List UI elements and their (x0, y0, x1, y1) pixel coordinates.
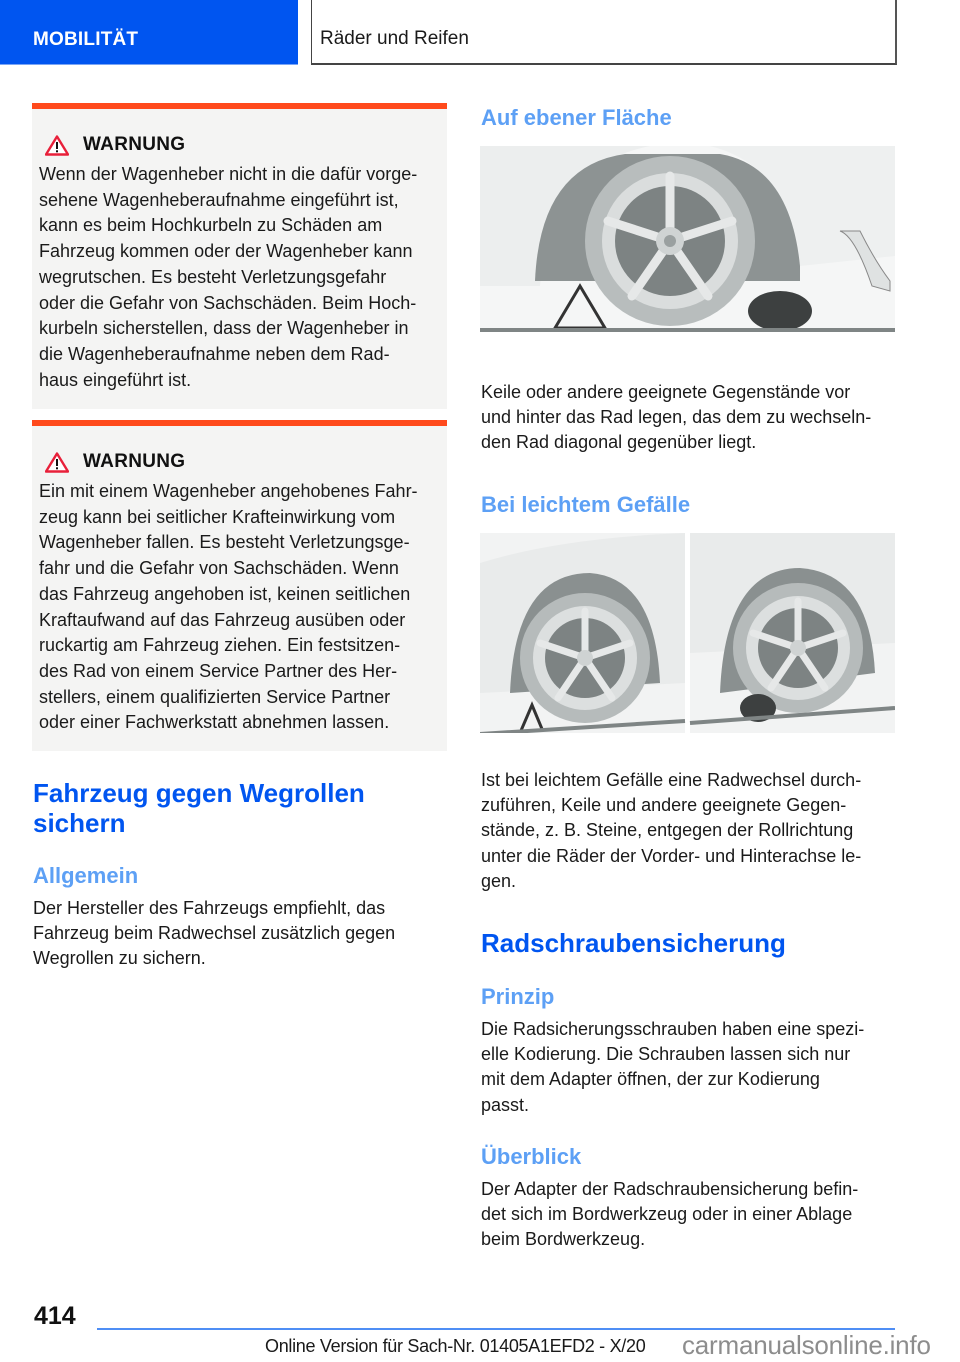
text-line: Keile oder andere geeignete Gegenstände vor (481, 382, 851, 402)
text-line: elle Kodierung. Die Schrauben lassen sich nur (481, 1044, 851, 1065)
paragraph-overview (481, 1177, 858, 1253)
figure-slope (480, 533, 895, 733)
warning-text (39, 162, 437, 393)
text-line: und hinter das Rad legen, das dem zu wechseln- (481, 407, 872, 428)
text-line: Fahrzeug beim Radwechsel zusätzlich gegen (33, 923, 396, 944)
text-line: fahr und die Gefahr von Sachschäden. Wenn (39, 558, 399, 579)
paragraph-flat (481, 380, 871, 456)
subsection-title-slope: Bei leichtem Gefälle (481, 492, 691, 517)
text-line: Ein mit einem Wagenheber angehobenes Fahr- (39, 481, 418, 501)
paragraph-allgemein (33, 896, 395, 972)
text-line: wegrutschen. Es besteht Verletzungsgefahr (39, 266, 387, 287)
text-line: det sich im Bordwerkzeug oder in einer Ablage (481, 1204, 853, 1225)
subsection-title-principle: Prinzip (481, 984, 555, 1009)
subsection-title-overview: Überblick (481, 1144, 582, 1169)
wheel-slope-illustration (480, 533, 895, 733)
warning-bar (32, 420, 447, 426)
warning-title: WARNUNG (83, 451, 186, 472)
figure-flat-surface (480, 146, 895, 332)
text-line: des Rad von einem Service Partner des Her- (39, 660, 398, 681)
text-line: Der Hersteller des Fahrzeugs empfiehlt, das (33, 898, 386, 918)
text-line: stände, z. B. Steine, entgegen der Rollrichtung (481, 820, 854, 841)
text-line: das Fahrzeug angehoben ist, keinen seitlichen (39, 583, 411, 604)
watermark-link[interactable]: carmanualsonline.info (682, 1330, 931, 1360)
text-line: stellers, einem qualifizierten Service Partner (39, 686, 391, 707)
warning-triangle-icon (45, 135, 69, 156)
warning-box-1 (32, 103, 447, 409)
warning-text (39, 479, 437, 736)
text-line: Die Radsicherungsschrauben haben eine spezi- (481, 1019, 865, 1039)
text-line: Wegrollen zu sichern. (33, 948, 206, 969)
section-tab-label: MOBILITÄT (33, 29, 139, 50)
version-text: Online Version für Sach-Nr. 01405A1EFD2 - X/20 (265, 1336, 646, 1356)
text-line: ruckartig am Fahrzeug ziehen. Ein festsitzen- (39, 635, 401, 656)
text-line: passt. (481, 1094, 530, 1115)
section-title-line: Fahrzeug gegen Wegrollen (33, 778, 365, 808)
warning-bar (32, 103, 447, 109)
section-tab (0, 0, 298, 65)
text-line: mit dem Adapter öffnen, der zur Kodierung (481, 1069, 820, 1090)
text-line: oder einer Fachwerkstatt abnehmen lassen. (39, 712, 390, 733)
warning-triangle-icon (45, 452, 69, 473)
text-line: sehene Wagenheberaufnahme eingeführt ist, (39, 189, 399, 210)
text-line: gen. (481, 870, 517, 891)
section-title-lock: Radschraubensicherung (481, 928, 786, 958)
text-line: unter die Räder der Vorder- und Hinterachse le- (481, 845, 862, 866)
section-title (33, 778, 365, 838)
text-line: oder die Gefahr von Sachschäden. Beim Hoch- (39, 292, 417, 313)
text-line: Wenn der Wagenheber nicht in die dafür vorge- (39, 164, 418, 184)
chapter-title: Räder und Reifen (320, 28, 469, 49)
text-line: zuführen, Keile und andere geeignete Gegen- (481, 795, 847, 816)
text-line: Fahrzeug kommen oder der Wagenheber kann (39, 241, 413, 262)
text-line: zeug kann bei seitlicher Krafteinwirkung vom (39, 506, 396, 527)
warning-title: WARNUNG (83, 134, 186, 155)
page-number: 414 (34, 1302, 76, 1330)
subsection-title-flat: Auf ebener Fläche (481, 105, 672, 130)
subsection-title-allgemein: Allgemein (33, 863, 139, 888)
paragraph-principle (481, 1017, 864, 1118)
text-line: haus eingeführt ist. (39, 369, 192, 390)
text-line: den Rad diagonal gegenüber liegt. (481, 432, 757, 453)
warning-box-2 (32, 420, 447, 751)
text-line: kann es beim Hochkurbeln zu Schäden am (39, 215, 383, 236)
text-line: kurbeln sicherstellen, dass der Wagenheber in (39, 318, 409, 339)
text-line: Der Adapter der Radschraubensicherung befin- (481, 1179, 859, 1199)
text-line: beim Bordwerkzeug. (481, 1229, 646, 1250)
chapter-header (311, 0, 897, 65)
text-line: Ist bei leichtem Gefälle eine Radwechsel durch- (481, 770, 862, 790)
paragraph-slope (481, 768, 861, 894)
section-title-line: sichern (33, 808, 126, 838)
wheel-flat-illustration (480, 146, 895, 332)
text-line: Wagenheber fallen. Es besteht Verletzungsge- (39, 532, 410, 553)
text-line: Kraftaufwand auf das Fahrzeug ausüben oder (39, 609, 406, 630)
text-line: die Wagenheberaufnahme neben dem Rad- (39, 343, 390, 364)
